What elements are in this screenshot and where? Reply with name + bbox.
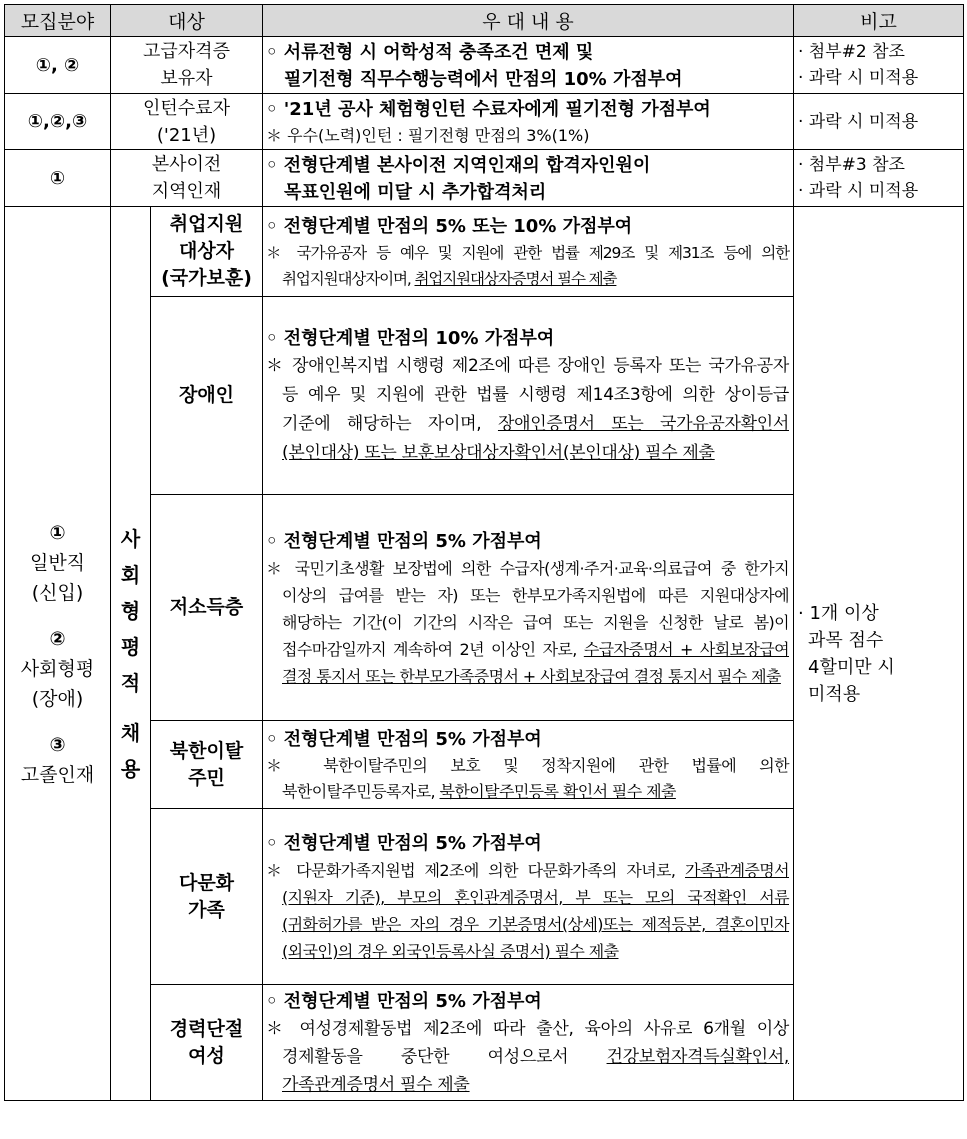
- preferential-treatment-table: [4, 4, 964, 1101]
- benefit-line: ◦ 전형단계별 만점의 5% 또는 10% 가점부여: [266, 216, 633, 237]
- benefit-line: ◦ 전형단계별 만점의 10% 가점부여: [266, 328, 555, 349]
- target-line: 북한이탈: [169, 739, 244, 762]
- benefit-line: ◦ 전형단계별 만점의 5% 가점부여: [266, 729, 542, 750]
- benefit-line: ◦ 전형단계별 만점의 5% 가점부여: [266, 530, 542, 552]
- benefit-note: [266, 555, 789, 690]
- field-cell: ①,②,③: [5, 94, 111, 150]
- target-line: 인턴수료자: [143, 97, 230, 119]
- target-cell: [111, 37, 263, 94]
- remark-line: 미적용: [808, 683, 861, 705]
- note-text: ＊ 국민기초생활 보장법에 의한 수급자(생계·주거·교육·의료급여 중 한가지 이상의 급여를 받는 자) 또는 한부모가족지원법에 따른 지원대상자에 해당하는 기간(이 기간의 시작은 급여 또는 지원을 신청한 날로 봄)이 접수마감일까지 계속하여 2년 이상인 자로,: [266, 558, 789, 659]
- target-line: 지역인재: [151, 181, 222, 202]
- remark-line: 4할미만 시: [808, 656, 895, 678]
- target-cell: [111, 94, 263, 150]
- benefit-cell: [263, 94, 794, 150]
- remark-cell: [794, 150, 964, 207]
- benefit-cell: [263, 297, 794, 495]
- note-required-docs: 건강보험자격득실확인서, 가족관계증명서 필수 제출: [282, 1047, 789, 1095]
- target-line: 다문화: [178, 871, 235, 894]
- target-line: ('21년): [156, 124, 217, 146]
- target-line: 본사이전: [151, 154, 222, 175]
- target-line: 대상자: [178, 240, 235, 262]
- benefit-cell: [263, 721, 794, 809]
- benefit-note: [266, 857, 789, 965]
- target-cell: 저소득층: [151, 495, 263, 721]
- remark-line: · 첨부#2 참조: [798, 42, 905, 62]
- target-line: 경력단절: [169, 1017, 244, 1040]
- note-required-docs: 북한이탈주민등록 확인서 필수 제출: [439, 782, 676, 801]
- header-benefit: 우 대 내 용: [263, 5, 794, 37]
- note-required-docs: 수급자증명서 + 사회보장급여 결정 통지서 또는 한부모가족증명서 + 사회보장급여 결정 통지서 필수 제출: [282, 639, 789, 686]
- row-intern: [5, 94, 964, 150]
- note-required-docs: 장애인증명서 또는 국가유공자확인서(본인대상) 또는 보훈보상대상자확인서(본인대상) 필수 제출: [282, 414, 789, 463]
- header-remark: 비고: [794, 5, 964, 37]
- benefit-line: ◦ 서류전형 시 어학성적 충족조건 면제 및: [266, 42, 594, 63]
- category-char: 평: [120, 634, 141, 659]
- field-line: 사회형평: [20, 657, 95, 680]
- note-text: ＊ 여성경제활동법 제2조에 따라 출산, 육아의 사유로 6개월 이상 경제활동을 중단한 여성으로서: [266, 1019, 789, 1067]
- field-mark: ③: [49, 733, 66, 756]
- remark-line: · 1개 이상: [798, 602, 879, 624]
- category-char: 회: [120, 562, 141, 587]
- benefit-cell: [263, 150, 794, 207]
- target-line: (국가보훈): [161, 267, 252, 289]
- target-line: 주민: [188, 766, 225, 789]
- row-local-talent: [5, 150, 964, 207]
- social-field-cell: [5, 207, 111, 1101]
- benefit-note: [266, 1015, 789, 1099]
- target-line: 취업지원: [169, 213, 244, 235]
- benefit-line: ◦ '21년 공사 체험형인턴 수료자에게 필기전형 가점부여: [266, 99, 711, 120]
- target-cell: [111, 150, 263, 207]
- header-target: 대상: [111, 5, 263, 37]
- remark-line: 과목 점수: [808, 629, 884, 651]
- benefit-line: ◦ 전형단계별 본사이전 지역인재의 합격자인원이: [266, 155, 651, 176]
- benefit-note: ＊ 우수(노력)인턴 : 필기전형 만점의 3%(1%): [266, 126, 590, 145]
- benefit-cell: [263, 495, 794, 721]
- header-field: 모집분야: [5, 5, 111, 37]
- remark-cell: [794, 94, 964, 150]
- social-category-cell: [111, 207, 151, 1101]
- benefit-note: [266, 753, 789, 805]
- note-required-docs: 취업지원대상자증명서 필수 제출: [414, 270, 617, 288]
- target-line: 보유자: [160, 68, 213, 89]
- note-text: ＊ 다문화가족지원법 제2조에 의한 다문화가족의 자녀로,: [266, 861, 685, 880]
- field-cell: ①: [5, 150, 111, 207]
- benefit-cell: [263, 985, 794, 1101]
- note-required-docs: 가족관계증명서(지원자 기준), 부모의 혼인관계증명서, 부 또는 모의 국적확인 서류(귀화허가를 받은 자의 경우 기본증명서(상세)또는 제적등본, 결혼이민자(외국인)의 경우 외국인등록사실 증명서) 필수 제출: [282, 861, 789, 961]
- note-text: ＊ 장애인복지법 시행령 제2조에 따른 장애인 등록자 또는 국가유공자 등 예우 및 지원에 관한 법률 시행령 제14조3항에 의한 상이등급 기준에 해당하는 자이며,: [266, 356, 789, 434]
- remark-cell: [794, 37, 964, 94]
- benefit-line: ◦ 전형단계별 만점의 5% 가점부여: [266, 991, 542, 1012]
- category-char: 채: [120, 720, 141, 745]
- category-char: 용: [120, 756, 141, 781]
- field-line: 고졸인재: [20, 763, 95, 786]
- remark-line: · 과락 시 미적용: [798, 181, 919, 201]
- target-cell: [151, 721, 263, 809]
- benefit-cell: [263, 809, 794, 985]
- note-text: ＊ 북한이탈주민의 보호 및 정착지원에 관한 법률에 의한 북한이탈주민등록자로,: [266, 756, 789, 801]
- header-row: [5, 5, 964, 37]
- field-mark: ①: [49, 521, 66, 544]
- target-cell: 장애인: [151, 297, 263, 495]
- social-remark-cell: [794, 207, 964, 1101]
- category-char: 적: [120, 670, 141, 695]
- benefit-note: [266, 352, 789, 468]
- benefit-line: ◦ 전형단계별 만점의 5% 가점부여: [266, 833, 542, 854]
- benefit-line: 필기전형 직무수행능력에서 만점의 10% 가점부여: [284, 69, 683, 90]
- target-line: 가족: [188, 898, 225, 921]
- row-advanced-certificate: [5, 37, 964, 94]
- note-text: ＊ 국가유공자 등 예우 및 지원에 관한 법률 제29조 및 제31조 등에 의한 취업지원대상자이며,: [266, 244, 789, 288]
- row-social-veterans: [5, 207, 964, 297]
- target-cell: [151, 809, 263, 985]
- target-line: 여성: [188, 1044, 225, 1067]
- target-line: 고급자격증: [143, 41, 230, 62]
- field-line: (장애): [31, 687, 84, 710]
- field-mark: ②: [49, 627, 66, 650]
- remark-line: · 과락 시 미적용: [798, 68, 919, 88]
- field-cell: ①, ②: [5, 37, 111, 94]
- benefit-cell: [263, 207, 794, 297]
- remark-line: · 첨부#3 참조: [798, 155, 905, 175]
- benefit-cell: [263, 37, 794, 94]
- category-char: 형: [120, 598, 141, 623]
- target-cell: [151, 207, 263, 297]
- field-line: (신입): [31, 581, 84, 604]
- benefit-line: 목표인원에 미달 시 추가합격처리: [284, 182, 547, 203]
- field-line: 일반직: [29, 551, 86, 574]
- benefit-note: [266, 240, 789, 292]
- target-cell: [151, 985, 263, 1101]
- remark-line: · 과락 시 미적용: [798, 111, 919, 132]
- category-char: 사: [120, 526, 141, 551]
